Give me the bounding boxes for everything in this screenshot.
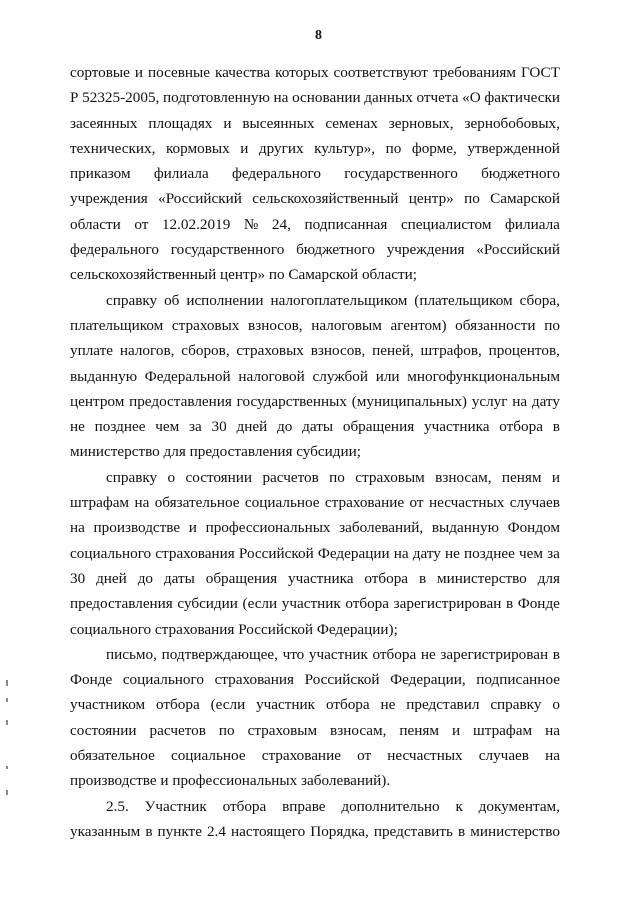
text-line: участником отбора (если участник отбора не представил справку о (70, 696, 560, 714)
text-line: обязательное социальное страхование от несчастных случаев на (70, 747, 560, 765)
text-line: справку о состоянии расчетов по страховым взносам, пеням и (106, 468, 560, 486)
text-line: выданную Федеральной налоговой службой или многофункциональным (70, 367, 560, 385)
text-line: предоставления субсидии (если участник отбора зарегистрирован в Фонде (70, 595, 560, 613)
page-number: 8 (315, 28, 322, 43)
text-line: федерального государственного бюджетного учреждения «Российский (70, 241, 560, 259)
text-line: производстве и профессиональных заболеваний). (70, 772, 391, 790)
text-line: министерство для предоставления субсидии; (70, 443, 361, 461)
text-line: засеянных площадях и высеянных семенах зерновых, зернобобовых, (70, 114, 560, 132)
text-line: Фонде социального страхования Российской Федерации, подписанное (70, 671, 560, 689)
text-line: на производстве и профессиональных заболеваний, выданную Фондом (70, 519, 560, 537)
text-line: указанным в пункте 2.4 настоящего Порядка, представить в министерство (70, 822, 560, 840)
text-line: технических, кормовых и других культур», по форме, утвержденной (70, 139, 560, 157)
text-line: состоянии расчетов по страховым взносам, пеням и штрафам на (70, 721, 560, 739)
text-line: социального страхования Российской Федерации на дату не позднее чем за (70, 544, 560, 562)
text-line: социального страхования Российской Федерации); (70, 620, 398, 638)
text-line: штрафам на обязательное социальное страхование от несчастных случаев (70, 494, 560, 512)
text-line: 2.5. Участник отбора вправе дополнительно к документам, (106, 797, 560, 815)
text-line: центром предоставления государственных (муниципальных) услуг на дату (70, 392, 560, 410)
text-line: сельскохозяйственный центр» по Самарской области; (70, 266, 417, 284)
text-line: Р 52325-2005, подготовленную на основании данных отчета «О фактически (70, 89, 560, 107)
text-line: учреждения «Российский сельскохозяйственный центр» по Самарской (70, 190, 560, 208)
document-body (70, 60, 560, 844)
text-line: справку об исполнении налогоплательщиком (плательщиком сбора, (106, 291, 560, 309)
text-line: письмо, подтверждающее, что участник отбора не зарегистрирован в (106, 645, 560, 663)
text-line: уплате налогов, сборов, страховых взносов, пеней, штрафов, процентов, (70, 342, 560, 360)
text-line: приказом филиала федерального государственного бюджетного (70, 165, 560, 183)
text-line: 30 дней до даты обращения участника отбора в министерство для (70, 569, 560, 587)
text-line: не позднее чем за 30 дней до даты обращения участника отбора в (70, 418, 560, 436)
text-line: сортовые и посевные качества которых соответствуют требованиям ГОСТ (70, 64, 560, 81)
scan-margin-marks (4, 680, 12, 820)
text-line: плательщиком страховых взносов, налоговым агентом) обязанности по (70, 316, 560, 334)
text-line: области от 12.02.2019 № 24, подписанная специалистом филиала (70, 215, 560, 233)
